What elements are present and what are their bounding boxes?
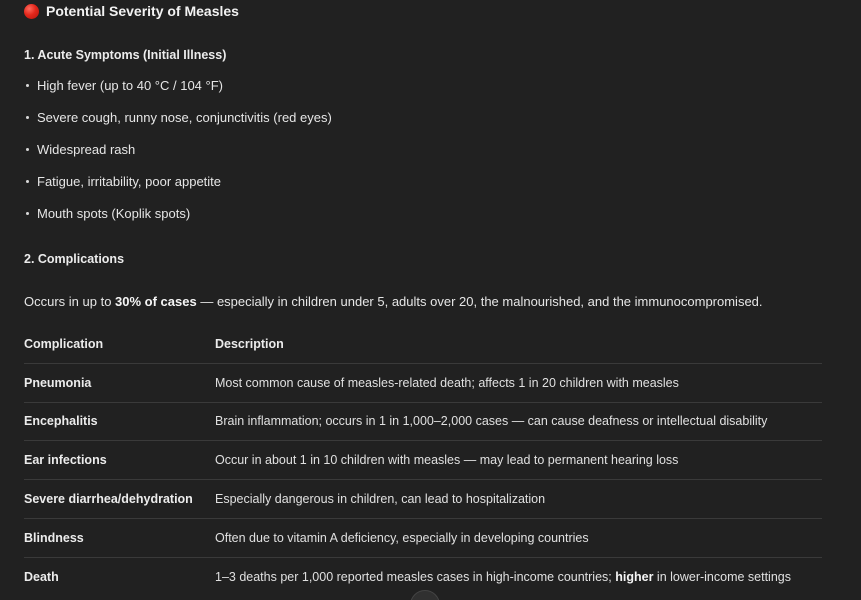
- list-item: [24, 174, 221, 189]
- complications-intro: [24, 294, 763, 309]
- acute-symptoms-heading: 1. Acute Symptoms (Initial Illness): [24, 48, 227, 62]
- complication-name: Blindness: [24, 518, 215, 557]
- intro-bold-text: 30% of cases: [115, 294, 197, 309]
- complication-description: Especially dangerous in children, can lead to hospitalization: [215, 480, 822, 519]
- list-item-text: Widespread rash: [37, 142, 136, 157]
- list-item-text: Mouth spots (Koplik spots): [37, 206, 191, 221]
- list-item-text: Severe cough, runny nose, conjunctivitis (red eyes): [37, 110, 332, 125]
- list-item: [24, 78, 223, 93]
- list-item-text: Fatigue, irritability, poor appetite: [37, 174, 222, 189]
- section-title: [24, 1, 239, 21]
- column-header-description: Description: [215, 325, 822, 363]
- complication-name: Encephalitis: [24, 402, 215, 441]
- list-item: [24, 142, 135, 157]
- table-row: [24, 480, 822, 519]
- bullet-icon: [26, 148, 29, 151]
- complication-name: Severe diarrhea/dehydration: [24, 480, 215, 519]
- complication-name: Ear infections: [24, 441, 215, 480]
- intro-text-rest: — especially in children under 5, adults over 20, the malnourished, and the immunocompromised.: [196, 294, 763, 309]
- list-item: [24, 206, 190, 221]
- description-bold-text: higher: [615, 569, 654, 584]
- complications-table: [24, 325, 822, 596]
- table-row: [24, 518, 822, 557]
- complication-description: Often due to vitamin A deficiency, especially in developing countries: [215, 518, 822, 557]
- complication-description: Brain inflammation; occurs in 1 in 1,000–2,000 cases — can cause deafness or intellectual disability: [215, 402, 822, 441]
- table-row: [24, 363, 822, 402]
- section-title-text: Potential Severity of Measles: [46, 3, 239, 19]
- red-circle-icon: [24, 4, 39, 19]
- complication-description: Occur in about 1 in 10 children with measles — may lead to permanent hearing loss: [215, 441, 822, 480]
- complication-name: Pneumonia: [24, 363, 215, 402]
- complication-name: Death: [24, 569, 59, 584]
- bullet-icon: [26, 84, 29, 87]
- list-item-text: High fever (up to 40 °C / 104 °F): [37, 78, 223, 93]
- column-header-complication: Complication: [24, 325, 215, 363]
- complications-heading: 2. Complications: [24, 252, 125, 266]
- bullet-icon: [26, 116, 29, 119]
- table-row: [24, 402, 822, 441]
- intro-text: Occurs in up to: [24, 294, 116, 309]
- list-item: [24, 110, 332, 125]
- description-text-rest: in lower-income settings: [653, 569, 791, 584]
- table-header-row: [24, 325, 822, 363]
- bullet-icon: [26, 180, 29, 183]
- bullet-icon: [26, 212, 29, 215]
- complication-description: Most common cause of measles-related death; affects 1 in 20 children with measles: [215, 363, 822, 402]
- table-row: [24, 441, 822, 480]
- complication-description: [215, 557, 822, 595]
- description-text: 1–3 deaths per 1,000 reported measles cases in high-income countries;: [215, 569, 616, 584]
